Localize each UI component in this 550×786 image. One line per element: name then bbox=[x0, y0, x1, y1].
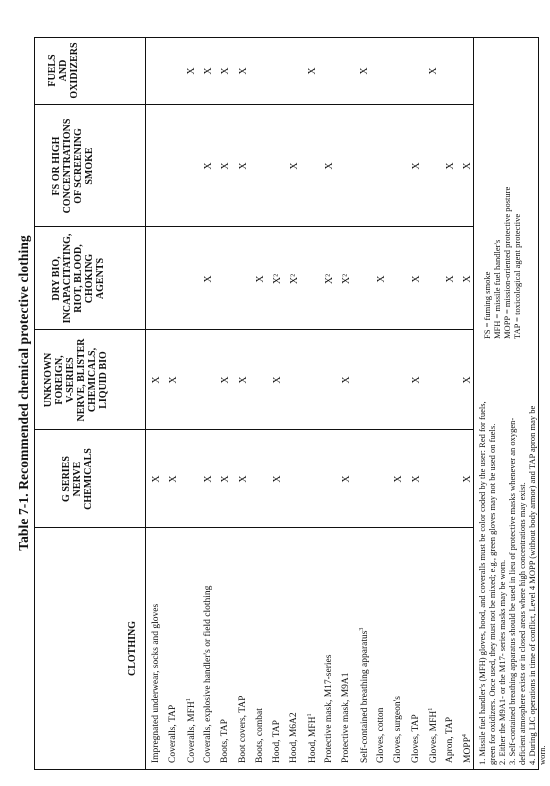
row-label-text: Gloves, surgeon's bbox=[393, 696, 404, 763]
check-mark: X bbox=[289, 162, 301, 170]
table-row bbox=[235, 38, 252, 769]
check-mark: X bbox=[306, 67, 318, 75]
row-label-text: Gloves, cotton bbox=[375, 707, 386, 763]
header-dry-bio: DRY BIO, INCAPACITATING, RIOT, BLOOD, CHOKING AGENTS bbox=[51, 233, 106, 324]
header-unknown-foreign: UNKNOWN FOREIGN, V-SERIES NERVE, BLISTER CHEMICALS, LIQUID BIO bbox=[43, 338, 109, 422]
row-label bbox=[445, 717, 455, 763]
check-mark: X bbox=[220, 67, 232, 75]
check-mark: X bbox=[185, 67, 197, 75]
table-title: Table 7-1. Recommended chemical protective clothing bbox=[16, 235, 31, 551]
table-row bbox=[425, 38, 442, 769]
row-label-text: Gloves, TAP bbox=[410, 714, 421, 763]
row-label-text: Boots, TAP bbox=[220, 719, 231, 763]
check-mark: X bbox=[202, 162, 214, 170]
row-label bbox=[462, 734, 473, 763]
check-mark: X bbox=[375, 275, 387, 283]
row-label bbox=[272, 720, 282, 763]
row-label-text: Gloves, MFH bbox=[428, 710, 439, 763]
table-row bbox=[286, 38, 303, 769]
row-label bbox=[186, 698, 197, 763]
table-row bbox=[356, 38, 373, 769]
row-label bbox=[376, 708, 386, 763]
check-mark: X bbox=[427, 67, 439, 75]
check-mark: X bbox=[168, 376, 180, 384]
check-mark: X bbox=[445, 162, 457, 170]
check-mark: X bbox=[237, 376, 249, 384]
row-label-text: Self-contained breathing apparatus bbox=[359, 630, 370, 763]
row-label bbox=[203, 586, 213, 763]
row-label-text: Hood, MFH bbox=[307, 716, 318, 763]
row-label-text: Apron, TAP bbox=[445, 716, 456, 763]
check-mark: X bbox=[254, 275, 266, 283]
check-mark: X bbox=[272, 376, 284, 384]
check-mark: X bbox=[410, 475, 422, 483]
check-mark: X bbox=[462, 162, 474, 170]
row-label-text: Coveralls, explosive handler's or field clothing bbox=[202, 585, 213, 763]
footnotes bbox=[477, 395, 547, 765]
check-mark: X² bbox=[289, 273, 301, 285]
row-label-text: Protective mask, M17-series bbox=[324, 654, 334, 763]
check-mark: X bbox=[237, 67, 249, 75]
check-mark: X bbox=[168, 475, 180, 483]
row-label bbox=[341, 672, 351, 763]
footnote-ref: 1 bbox=[185, 698, 192, 702]
check-mark: X bbox=[272, 475, 284, 483]
table-row bbox=[442, 38, 459, 769]
row-label bbox=[307, 714, 318, 763]
row-label bbox=[151, 604, 161, 763]
footnote-ref: 4 bbox=[462, 734, 469, 738]
check-mark: X bbox=[220, 162, 232, 170]
header-divider bbox=[145, 38, 146, 769]
abbreviation: MOPP = mission-oriented protective posture bbox=[502, 186, 512, 339]
check-mark: X bbox=[341, 376, 353, 384]
check-mark: X bbox=[151, 475, 162, 483]
check-mark: X bbox=[341, 475, 353, 483]
table-row bbox=[373, 38, 390, 769]
row-label bbox=[168, 705, 178, 763]
check-mark: X bbox=[151, 376, 162, 384]
check-mark: X bbox=[202, 275, 214, 283]
abbreviation: TAP = toxicological agent protective bbox=[512, 213, 522, 339]
table-row bbox=[217, 38, 234, 769]
table-row bbox=[200, 38, 217, 769]
row-label bbox=[428, 708, 439, 763]
check-mark: X bbox=[393, 475, 405, 483]
abbreviations bbox=[482, 59, 522, 339]
check-mark: X bbox=[410, 162, 422, 170]
check-mark: X bbox=[445, 275, 457, 283]
check-mark: X bbox=[237, 162, 249, 170]
table-row bbox=[321, 38, 338, 769]
row-label-text: Boot covers, TAP bbox=[237, 695, 248, 763]
row-label-text: Impregnated underwear, socks and gloves bbox=[151, 603, 161, 763]
row-label bbox=[220, 719, 230, 763]
row-label-text: Boots, combat bbox=[254, 708, 265, 763]
header-clothing: CLOTHING bbox=[127, 621, 138, 677]
check-mark: X bbox=[462, 475, 474, 483]
row-label-text: Coveralls, MFH bbox=[186, 701, 197, 763]
check-mark: X² bbox=[324, 273, 335, 285]
table-row bbox=[390, 38, 407, 769]
check-mark: X bbox=[220, 475, 232, 483]
row-label-text: Hood, TAP bbox=[272, 720, 283, 763]
check-mark: X bbox=[462, 275, 474, 283]
check-mark: X bbox=[202, 67, 214, 75]
check-mark: X bbox=[462, 376, 474, 384]
footnote: 3. Self-contained breathing apparatus should be used in lieu of protective masks whenever an oxygen-deficient atmosphere exists or in closed areas where high concentrations may exist. bbox=[507, 417, 527, 765]
abbreviation: FS = fuming smoke bbox=[482, 271, 492, 339]
footnote-ref: 3 bbox=[358, 627, 365, 631]
row-label bbox=[359, 628, 370, 763]
footnote-ref: 1 bbox=[306, 713, 313, 717]
table-row bbox=[338, 38, 355, 769]
row-label-text: Hood, M6A2 bbox=[289, 712, 300, 763]
row-label-text: Coveralls, TAP bbox=[168, 704, 179, 763]
check-mark: X bbox=[202, 475, 214, 483]
table-row bbox=[165, 38, 182, 769]
header-fuels-oxidizers: FUELS AND OXIDIZERS bbox=[47, 42, 80, 99]
table-row bbox=[252, 38, 269, 769]
table-row bbox=[269, 38, 286, 769]
check-mark: X bbox=[358, 67, 370, 75]
abbreviation: MFH = missile fuel handler's bbox=[492, 239, 502, 339]
check-mark: X bbox=[220, 376, 232, 384]
row-label-text: MOPP bbox=[463, 737, 474, 763]
row-label bbox=[393, 696, 403, 763]
check-mark: X bbox=[237, 475, 249, 483]
table-row bbox=[304, 38, 321, 769]
check-mark: X² bbox=[341, 273, 353, 285]
header-g-series: G SERIES NERVE CHEMICALS bbox=[61, 448, 94, 510]
footnote: 1. Missile fuel handler's (MFH) gloves, hood, and coveralls must be color coded by the user: Red for fuels, green for oxidizers. Once used, they must not be mixed; e.g., green gloves may not be used on fuels. bbox=[477, 401, 497, 765]
footnote: 2. Either the M9A1- or the M17- series masks may be worn. bbox=[497, 559, 507, 765]
footnote: 4. During LIC operations in time of conflict, Level 4 MOPP (without body armor) and TAP apron may be worn. bbox=[527, 405, 547, 765]
check-mark: X bbox=[410, 275, 422, 283]
header-fs-smoke: FS OR HIGH CONCENTRATIONS OF SCREENING SMOKE bbox=[51, 118, 95, 214]
footnote-ref: 1 bbox=[427, 707, 434, 711]
row-label bbox=[411, 714, 421, 763]
table-footer bbox=[473, 37, 547, 770]
table-row bbox=[408, 38, 425, 769]
row-label bbox=[238, 696, 248, 763]
check-mark: X bbox=[324, 162, 335, 170]
check-mark: X² bbox=[272, 273, 284, 285]
row-label bbox=[255, 708, 265, 763]
row-label bbox=[289, 712, 299, 763]
protective-clothing-table bbox=[34, 37, 474, 770]
table-row bbox=[183, 38, 200, 769]
check-mark: X bbox=[410, 376, 422, 384]
row-label-text: Protective mask, M9A1 bbox=[341, 672, 352, 763]
row-label bbox=[324, 655, 334, 763]
table-row bbox=[148, 38, 165, 769]
